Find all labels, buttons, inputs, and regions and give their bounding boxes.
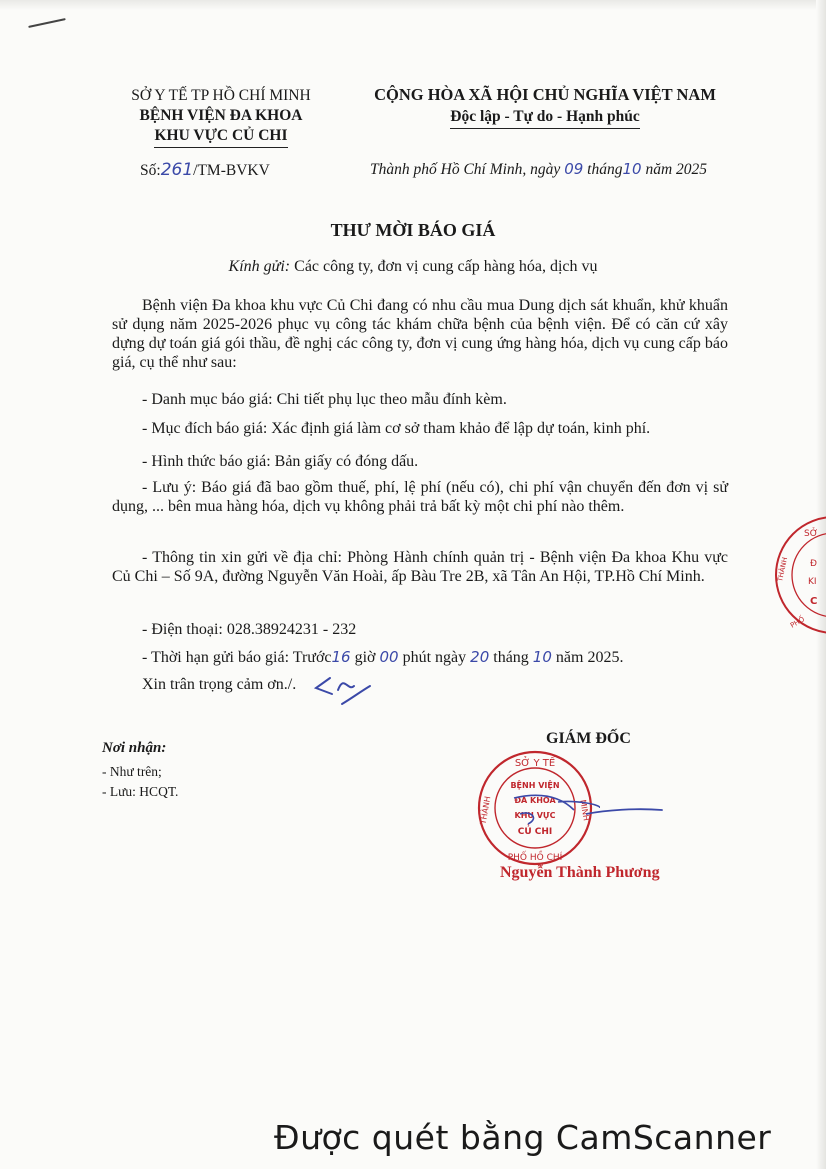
greeting-text: Các công ty, đơn vị cung cấp hàng hóa, dịch vụ	[290, 258, 598, 275]
date-day: 09	[564, 160, 584, 178]
edge-stamp-text-2: Đ	[810, 559, 817, 569]
signer-name: Nguyễn Thành Phương	[500, 864, 660, 881]
stamp-center-2: ĐA KHOA	[514, 796, 556, 805]
scan-shadow-top	[0, 0, 826, 10]
date-line	[370, 160, 707, 179]
signer-title: GIÁM ĐỐC	[546, 730, 631, 747]
document-number	[140, 160, 270, 180]
stamp-left-text: THÀNH	[478, 795, 493, 826]
closing-text: Xin trân trọng cảm ơn./.	[142, 676, 297, 693]
scan-mark	[28, 18, 66, 28]
greeting-label: Kính gửi:	[228, 258, 291, 275]
doc-number-suffix: /TM-BVKV	[193, 162, 270, 179]
deadline-minute: 00	[379, 648, 399, 666]
bullet-phone: - Điện thoại: 028.38924231 - 232	[142, 621, 357, 638]
stamp-center-1: BỆNH VIỆN	[510, 781, 560, 790]
official-stamp	[470, 748, 600, 868]
recipient-item: - Lưu: HCQT.	[102, 784, 179, 799]
recipient-item: - Như trên;	[102, 764, 162, 779]
closing-line	[142, 676, 296, 694]
greeting	[0, 258, 826, 276]
doc-number-handwritten: 261	[160, 160, 194, 180]
edge-stamp-text-5: THÀNH	[776, 556, 790, 583]
date-month: 10	[622, 160, 642, 178]
partial-edge-stamp	[770, 512, 826, 638]
recipients-title: Nơi nhận:	[102, 740, 167, 756]
bullet-catalog: - Danh mục báo giá: Chi tiết phụ lục theo mẫu đính kèm.	[142, 391, 507, 408]
date-month-label: tháng	[583, 161, 623, 178]
stamp-center-3: KHU VỰC	[514, 811, 556, 820]
deadline-month-label: tháng	[489, 649, 533, 666]
camscanner-watermark: Được quét bằng CamScanner	[274, 1118, 772, 1157]
deadline-day: 20	[470, 648, 490, 666]
deadline-hour-label: giờ	[350, 649, 380, 666]
bullet-address: - Thông tin xin gửi về địa chỉ: Phòng Hành chính quản trị - Bệnh viện Đa khoa Khu vực Củ Chi – Số 9A, đường Nguyễn Văn Hoài, ấp Bàu Tre 2B, xã Tân An Hội, TP.Hồ Chí Minh.	[112, 549, 728, 585]
deadline-prefix: - Thời hạn gửi báo giá: Trước	[142, 649, 332, 666]
national-title: CỘNG HÒA XÃ HỘI CHỦ NGHĨA VIỆT NAM	[374, 85, 716, 104]
deadline-year: năm 2025.	[551, 649, 624, 666]
intro-paragraph: Bệnh viện Đa khoa khu vực Củ Chi đang có nhu cầu mua Dung dịch sát khuẩn, khử khuẩn sử dụng năm 2025-2026 phục vụ công tác khám chữa bệnh của bệnh viện. Để có căn cứ xây dựng dự toán giá gói thầu, đề nghị các công ty, đơn vị cung ứng hàng hóa, dịch vụ cung cấp báo giá, cụ thể như sau:	[112, 297, 728, 371]
issuer-department: SỞ Y TẾ TP HỒ CHÍ MINH	[131, 87, 311, 104]
stamp-top-text: SỞ Y TẾ	[514, 758, 556, 769]
bullet-deadline	[142, 648, 726, 667]
edge-stamp-text-1: SỞ	[804, 529, 818, 539]
bullet-format: - Hình thức báo giá: Bản giấy có đóng dấu.	[142, 453, 419, 470]
edge-stamp-text-3: KI	[808, 577, 817, 587]
bullet-purpose: - Mục đích báo giá: Xác định giá làm cơ sở tham khảo để lập dự toán, kinh phí.	[142, 420, 651, 437]
issuer-region: KHU VỰC CỦ CHI	[154, 126, 287, 148]
stamp-center-4: CỦ CHI	[517, 827, 553, 837]
national-motto: Độc lập - Tự do - Hạnh phúc	[450, 106, 639, 129]
stamp-bottom-text: PHỐ HỒ CHÍ	[507, 853, 563, 863]
bullet-note: - Lưu ý: Báo giá đã bao gồm thuế, phí, lệ phí (nếu có), chi phí vận chuyển đến đơn vị sử dụng, ... bên mua hàng hóa, dịch vụ không phải trả bất kỳ một chi phí nào thêm.	[112, 479, 728, 515]
deadline-month: 10	[532, 648, 552, 666]
signature-stroke	[586, 800, 664, 820]
deadline-day-label: phút ngày	[398, 649, 471, 666]
date-prefix: Thành phố Hồ Chí Minh, ngày	[370, 161, 565, 178]
edge-stamp-text-6: PHỐ	[789, 615, 806, 630]
date-year: năm 2025	[641, 161, 708, 178]
initial-mark	[312, 668, 372, 710]
deadline-hour: 16	[331, 648, 351, 666]
stamp-right-text: MINH	[578, 799, 591, 822]
document-title: THƯ MỜI BÁO GIÁ	[330, 220, 496, 240]
doc-number-prefix: Số:	[140, 162, 161, 179]
national-header	[362, 84, 728, 129]
issuer-header	[96, 86, 346, 148]
edge-stamp-text-4: C	[810, 596, 818, 607]
issuer-hospital: BỆNH VIỆN ĐA KHOA	[139, 107, 303, 124]
